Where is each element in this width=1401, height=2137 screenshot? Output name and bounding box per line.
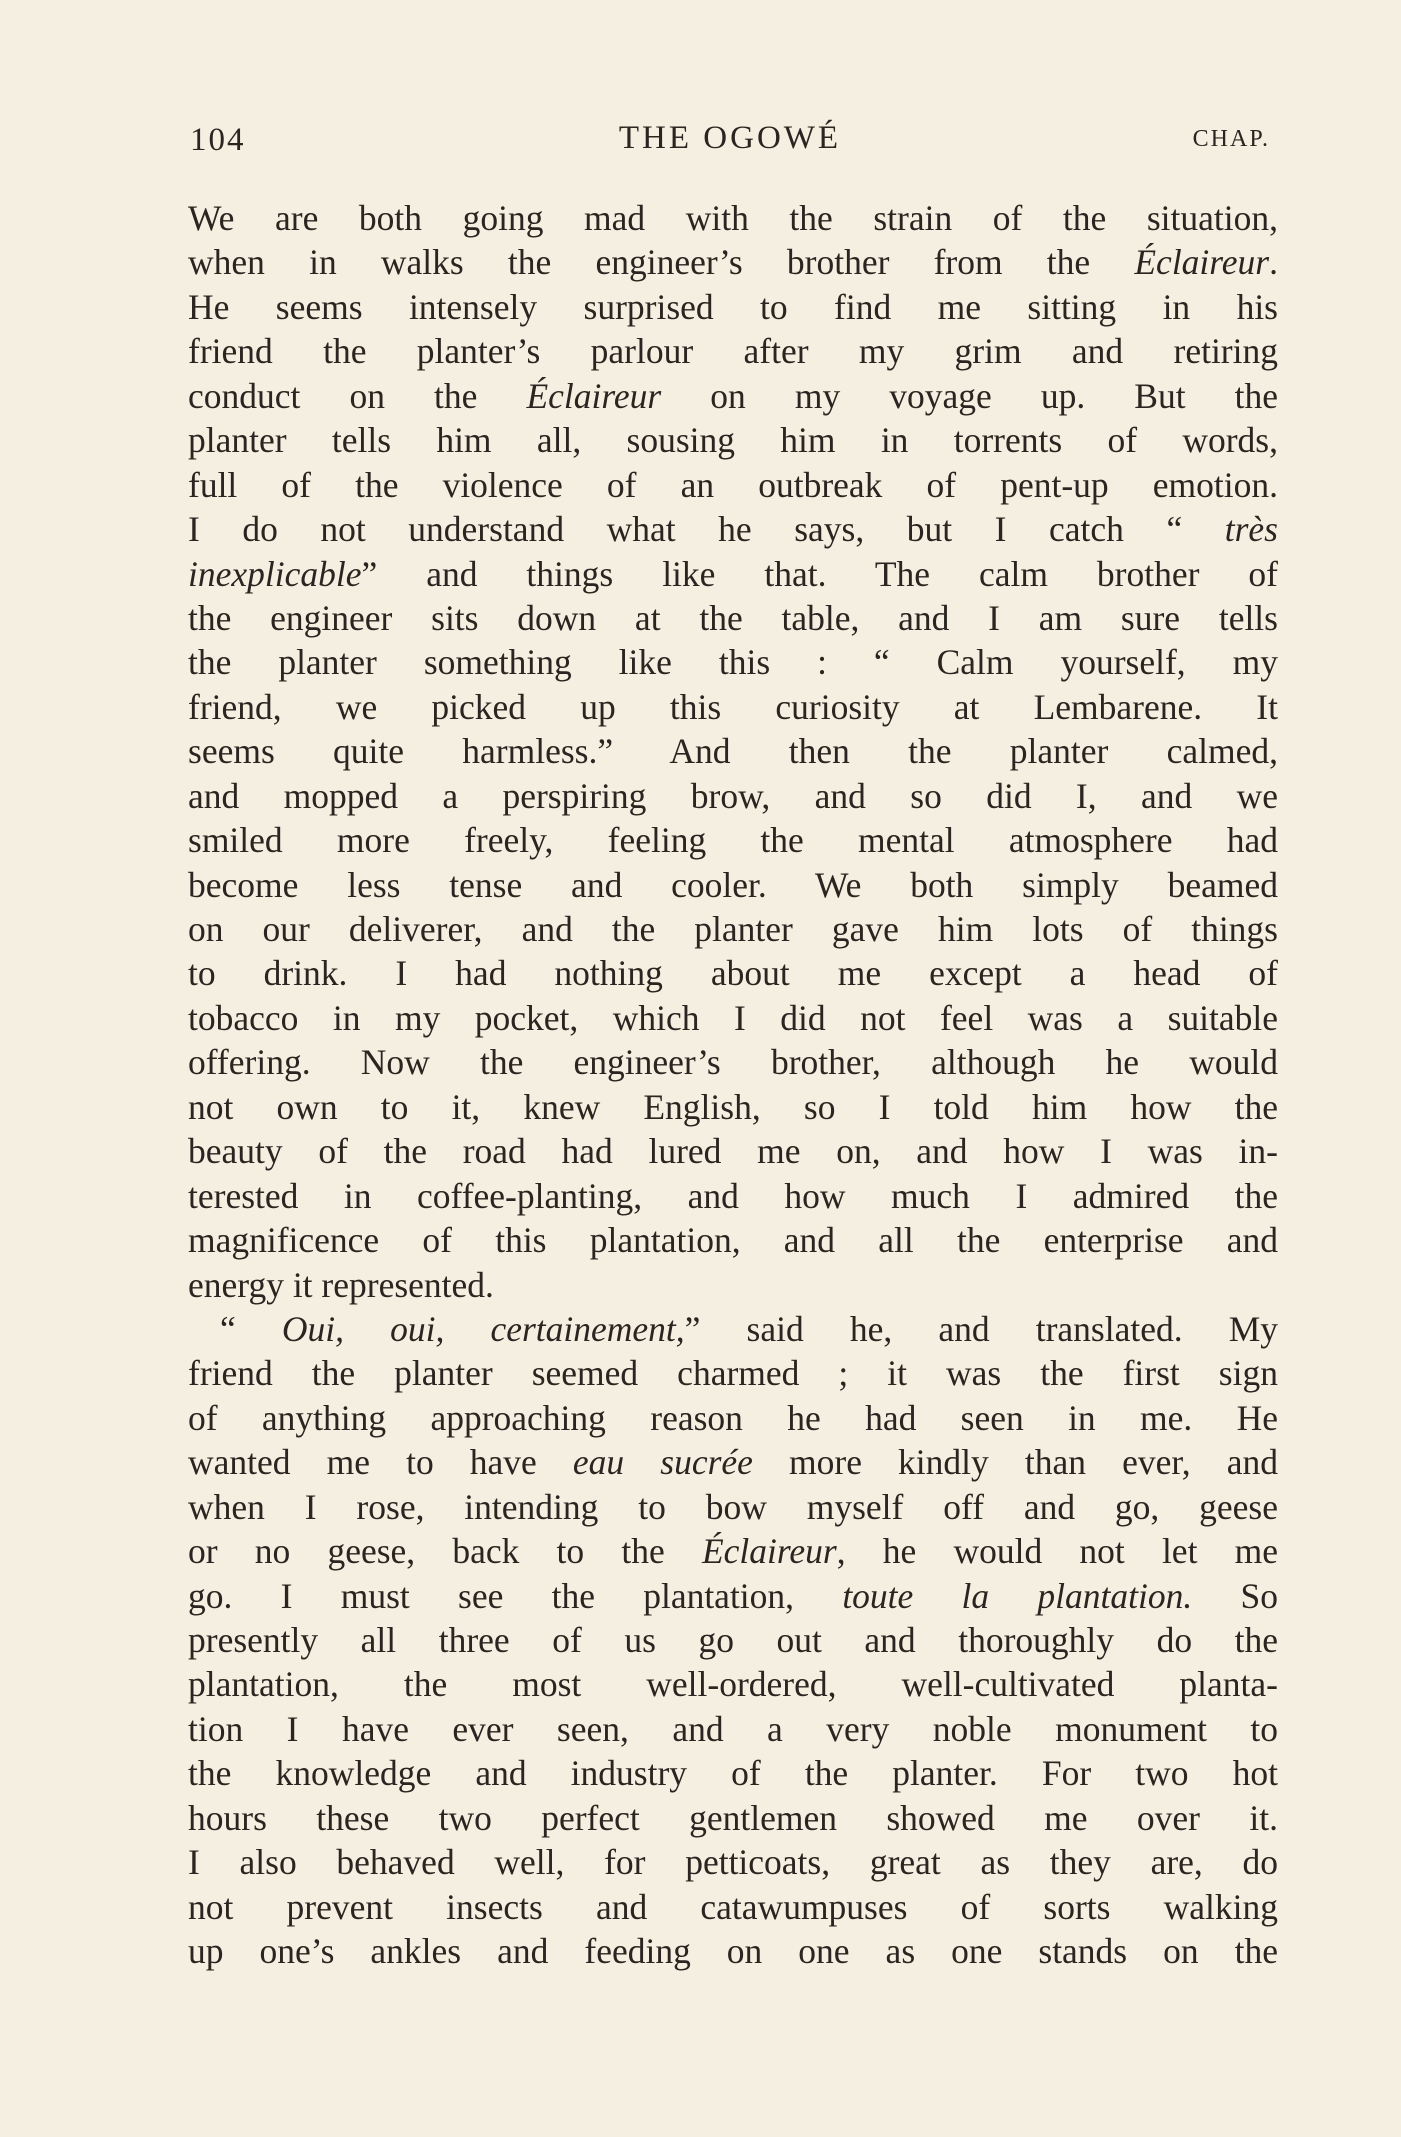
text-line: I do not understand what he says, but I catch “ très <box>188 509 1278 550</box>
text-line: become less tense and cooler. We both simply beamed <box>188 864 1278 905</box>
page-number: 104 <box>190 122 246 158</box>
text-line: beauty of the road had lured me on, and how I was in- <box>188 1131 1278 1172</box>
text-line: He seems intensely surprised to find me sitting in his <box>188 286 1278 327</box>
text-line: of anything approaching reason he had seen in me. He <box>188 1397 1278 1438</box>
running-head <box>190 120 1270 170</box>
text-line: plantation, the most well-ordered, well-cultivated planta- <box>188 1664 1278 1705</box>
text-line: the engineer sits down at the table, and I am sure tells <box>188 597 1278 638</box>
text-line: smiled more freely, feeling the mental atmosphere had <box>188 820 1278 861</box>
text-line: when I rose, intending to bow myself off and go, geese <box>188 1486 1278 1527</box>
text-line: presently all three of us go out and thoroughly do the <box>188 1620 1278 1660</box>
paragraph-start-line: “ Oui, oui, certainement,” said he, and translated. My <box>220 1308 1279 1349</box>
text-line: offering. Now the engineer’s brother, although he would <box>188 1042 1278 1083</box>
text-line: go. I must see the plantation, toute la plantation. So <box>188 1575 1278 1616</box>
text-line: terested in coffee-planting, and how much I admired the <box>188 1175 1278 1216</box>
text-line: friend, we picked up this curiosity at Lembarene. It <box>188 686 1278 727</box>
text-line: or no geese, back to the Éclaireur, he would not let me <box>188 1531 1278 1572</box>
text-line: up one’s ankles and feeding on one as one stands on the <box>188 1931 1278 1972</box>
text-line: and mopped a perspiring brow, and so did I, and we <box>188 775 1278 816</box>
text-line: hours these two perfect gentlemen showed me over it. <box>188 1797 1278 1838</box>
text-line: magnificence of this plantation, and all the enterprise and <box>188 1220 1278 1261</box>
paragraph-end-line: energy it represented. <box>188 1264 494 1305</box>
text-line: inexplicable” and things like that. The calm brother of <box>188 553 1278 594</box>
chapter-label: CHAP. <box>1192 126 1270 152</box>
running-title: THE OGOWÉ <box>618 120 842 156</box>
text-line: not own to it, knew English, so I told him how the <box>188 1086 1278 1127</box>
text-line: friend the planter’s parlour after my grim and retiring <box>188 331 1278 372</box>
body-text <box>188 196 1278 1974</box>
text-line: conduct on the Éclaireur on my voyage up. But the <box>188 375 1279 416</box>
text-line: not prevent insects and catawumpuses of sorts walking <box>188 1886 1278 1927</box>
text-line: the planter something like this : “ Calm yourself, my <box>188 642 1278 683</box>
text-line: full of the violence of an outbreak of pent-up emotion. <box>188 464 1278 505</box>
text-line: on our deliverer, and the planter gave him lots of things <box>188 909 1278 949</box>
text-line: friend the planter seemed charmed ; it was the first sign <box>188 1353 1278 1394</box>
text-line: wanted me to have eau sucrée more kindly than ever, and <box>188 1442 1278 1483</box>
text-line: to drink. I had nothing about me except a head of <box>188 953 1278 994</box>
text-line: the knowledge and industry of the planter. For two hot <box>188 1753 1278 1794</box>
text-line: planter tells him all, sousing him in torrents of words, <box>188 420 1278 461</box>
text-line: tion I have ever seen, and a very noble monument to <box>188 1708 1278 1749</box>
text-line: seems quite harmless.” And then the planter calmed, <box>188 731 1278 772</box>
text-line: We are both going mad with the strain of the situation, <box>188 198 1278 238</box>
text-line: tobacco in my pocket, which I did not feel was a suitable <box>188 997 1278 1038</box>
text-line: when in walks the engineer’s brother from the Éclaireur. <box>188 242 1278 283</box>
text-line: I also behaved well, for petticoats, great as they are, do <box>188 1842 1278 1883</box>
